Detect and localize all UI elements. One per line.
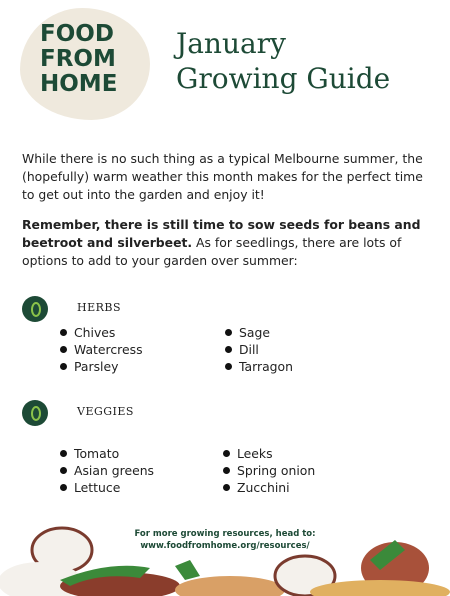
list-item: Dill [225, 341, 293, 358]
list-item: Zucchini [223, 479, 315, 496]
herbs-heading: HERBS [77, 301, 122, 314]
list-item: Spring onion [223, 462, 315, 479]
veggies-list-right [223, 445, 315, 496]
sprout-icon [22, 296, 48, 322]
herbs-list-left [60, 324, 143, 375]
list-item: Lettuce [60, 479, 154, 496]
footer-resources [0, 528, 450, 552]
logo-line-1: FOOD [40, 21, 114, 47]
list-item: Chives [60, 324, 143, 341]
veggies-list-left [60, 445, 154, 496]
sprout-icon [22, 400, 48, 426]
list-item: Watercress [60, 341, 143, 358]
list-item: Asian greens [60, 462, 154, 479]
logo-line-2: FROM [40, 46, 116, 72]
reminder-bold: Remember, there is still time to sow seeds for beans and beetroot and silverbeet. [22, 217, 421, 250]
intro-paragraph: While there is no such thing as a typical Melbourne summer, the (hopefully) warm weather this month makes for the perfect time to get out into the garden and enjoy it! [22, 151, 423, 202]
herbs-list-right [225, 324, 293, 375]
footer-link[interactable]: www.foodfromhome.org/resources/ [140, 541, 310, 551]
page-title [176, 26, 390, 96]
food-from-home-logo [40, 22, 140, 97]
logo-line-3: HOME [40, 71, 118, 97]
title-line-1: January [176, 27, 286, 60]
footer-line-1: For more growing resources, head to: [134, 529, 316, 539]
title-line-2: Growing Guide [176, 62, 391, 95]
reminder-rest: As for seedlings, there are lots of options to add to your garden over summer: [22, 235, 402, 268]
list-item: Parsley [60, 358, 143, 375]
list-item: Tarragon [225, 358, 293, 375]
list-item: Tomato [60, 445, 154, 462]
list-item: Leeks [223, 445, 315, 462]
reminder-paragraph [22, 216, 432, 270]
veggies-heading: VEGGIES [77, 405, 134, 418]
list-item: Sage [225, 324, 293, 341]
